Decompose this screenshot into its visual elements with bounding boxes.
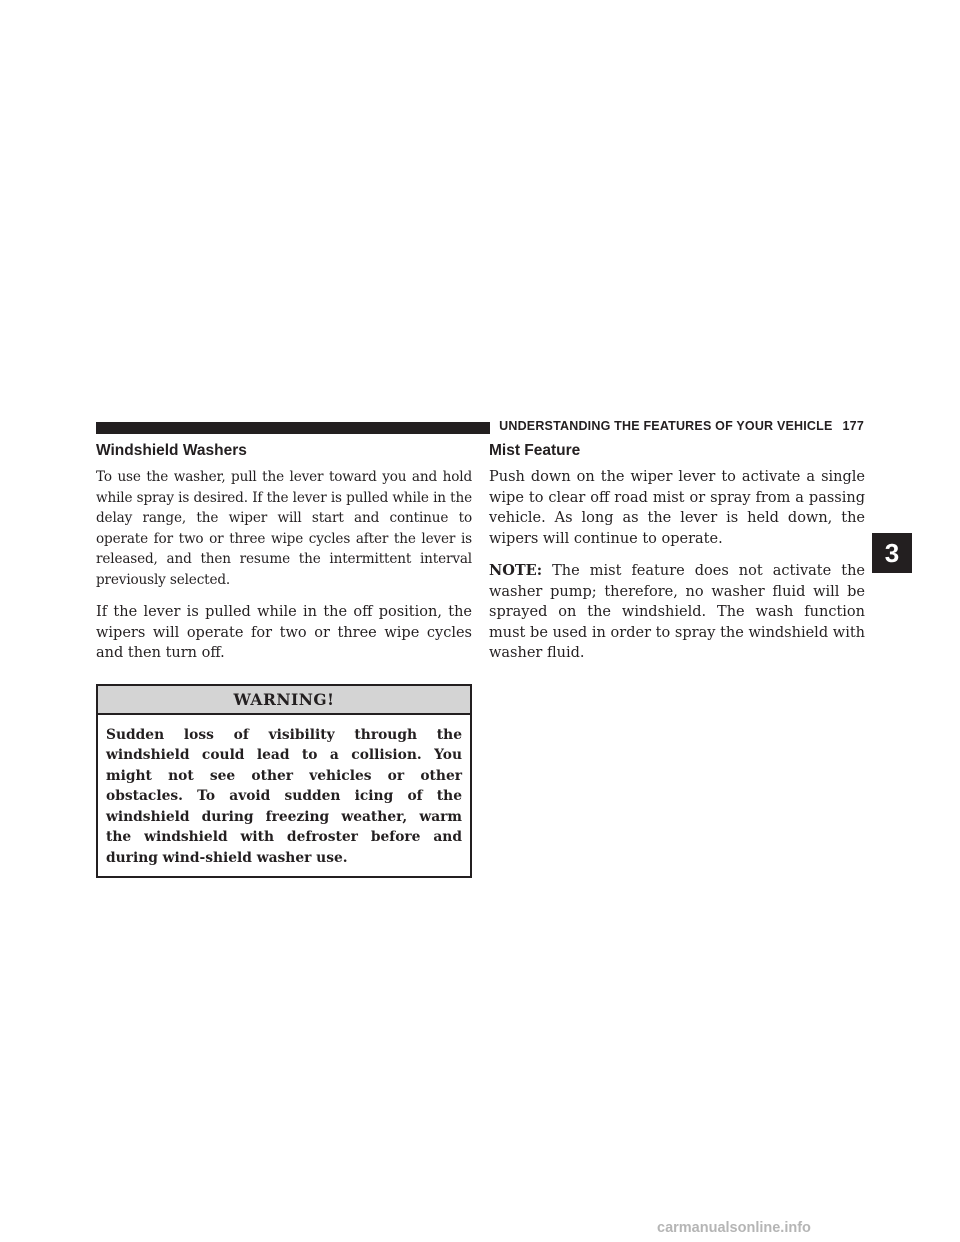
washer-paragraph-2: If the lever is pulled while in the off position, the wipers will operate for two or three wipe cycles and then turn off.: [96, 604, 472, 661]
header-rule: [96, 422, 490, 434]
note-text: The mist feature does not activate the washer pump; therefore, no washer fluid will be sprayed on the windshield. The wash function must be used in order to spray the windshield with washer fluid.: [489, 563, 865, 661]
chapter-tab: 3: [872, 533, 912, 573]
right-column: [489, 442, 865, 676]
mist-note: [489, 561, 865, 664]
warning-title: WARNING!: [98, 686, 470, 715]
left-column: [96, 442, 472, 878]
washer-paragraph-1: To use the washer, pull the lever toward you and hold while spray is desired. If the lever is pulled while in the delay range, the wiper will start and continue to operate for two or three wipe cycles after the lever is released, and then resume the intermittent interval previously selected.: [96, 469, 472, 588]
mist-feature-heading: Mist Feature: [489, 442, 581, 459]
note-label: NOTE:: [489, 562, 543, 579]
page-number: 177: [842, 419, 864, 433]
watermark-text: carmanualsonline.info: [657, 1220, 811, 1236]
section-title: UNDERSTANDING THE FEATURES OF YOUR VEHICLE: [499, 419, 833, 433]
running-header: [499, 419, 864, 433]
mist-paragraph: Push down on the wiper lever to activate a single wipe to clear off road mist or spray from a passing vehicle. As long as the lever is held down, the wipers will continue to operate.: [489, 469, 865, 547]
warning-body: Sudden loss of visibility through the windshield could lead to a collision. You might not see other vehicles or other obstacles. To avoid sudden icing of the windshield during freezing weather, warm the windshield with defroster before and during wind-shield washer use.: [106, 726, 462, 866]
windshield-washers-heading: Windshield Washers: [96, 442, 247, 459]
warning-box: [96, 684, 472, 879]
